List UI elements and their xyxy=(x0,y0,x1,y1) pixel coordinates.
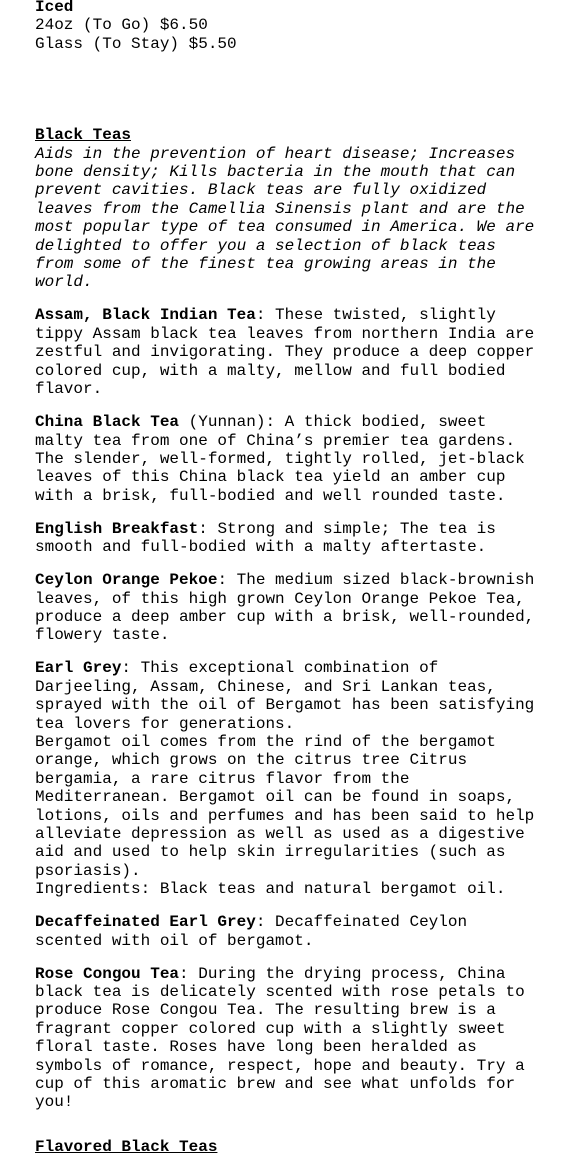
tea-menu-document xyxy=(35,0,540,1112)
tea-name: English Breakfast xyxy=(35,519,199,538)
tea-entry-english-breakfast xyxy=(35,520,540,557)
tea-description: : The medium sized black-brownish leaves, of this high grown Ceylon Orange Pekoe Tea, produce a deep amber cup with a brisk, well-rounded, flowery taste. xyxy=(35,571,535,645)
tea-description: : Strong and simple; The tea is smooth and full-bodied with a malty aftertaste. xyxy=(35,519,496,557)
tea-description: : A thick bodied, sweet malty tea from one of China’s premier tea gardens. The slender, well-formed, tightly rolled, jet-black leaves of this China black tea yield an amber cup with a brisk, full-bodied and well rounded taste. xyxy=(35,413,525,505)
tea-description: : These twisted, slightly tippy Assam black tea leaves from northern India are zestful and invigorating. They produce a deep copper colored cup, with a malty, mellow and full bodied flavor. xyxy=(35,306,535,399)
tea-name: Rose Congou Tea xyxy=(35,964,180,983)
tea-entry-rose-congou xyxy=(35,965,540,1112)
tea-entry-text xyxy=(35,571,540,645)
tea-name: China Black Tea xyxy=(35,413,180,432)
tea-description: : During the drying process, China black tea is delicately scented with rose petals to produce Rose Congou Tea. The resulting brew is a fragrant copper colored cup with a slightly sweet floral taste. Roses have long been heralded as symbols of romance, respect, hope and beauty. Try a cup of this aromatic brew and see what unfolds for you! xyxy=(35,964,525,1112)
tea-entry-ceylon-orange-pekoe xyxy=(35,571,540,645)
tea-origin: (Yunnan) xyxy=(179,413,266,432)
iced-price-to-stay: Glass (To Stay) $5.50 xyxy=(35,34,237,53)
tea-name: Earl Grey xyxy=(35,659,122,678)
black-teas-title: Black Teas xyxy=(35,126,132,145)
tea-name: Ceylon Orange Pekoe xyxy=(35,571,218,590)
section-spacer xyxy=(35,53,540,126)
iced-heading: Iced xyxy=(35,0,74,16)
iced-price-to-go: 24oz (To Go) $6.50 xyxy=(35,16,208,35)
tea-entry-text xyxy=(35,306,540,398)
tea-entry-china-black xyxy=(35,413,540,505)
tea-entry-assam xyxy=(35,306,540,398)
tea-entry-text xyxy=(35,659,540,733)
tea-description: : Decaffeinated Ceylon scented with oil of bergamot. xyxy=(35,913,468,950)
tea-description: : This exceptional combination of Darjeeling, Assam, Chinese, and Sri Lankan teas, sprayed with the oil of Bergamot has been satisfying tea lovers for generations. xyxy=(35,659,535,733)
tea-entry-text xyxy=(35,413,540,505)
tea-entry-text xyxy=(35,965,540,1112)
tea-extra-info: Bergamot oil comes from the rind of the bergamot orange, which grows on the citrus tree Citrus bergamia, a rare citrus flavor from the Mediterranean. Bergamot oil can be found in soaps, lotions, oils and perfumes and has been said to help alleviate depression as well as used as a digestive aid and used to help skin irregularities (such as psoriasis). xyxy=(35,732,535,880)
black-teas-section xyxy=(35,126,540,1112)
iced-section xyxy=(35,0,540,53)
tea-entry-earl-grey xyxy=(35,659,540,898)
tea-entry-text xyxy=(35,520,540,557)
tea-name: Assam, Black Indian Tea xyxy=(35,306,256,325)
tea-entry-decaf-earl-grey xyxy=(35,913,540,950)
flavored-black-teas-title: Flavored Black Teas xyxy=(35,1138,218,1156)
black-teas-intro: Aids in the prevention of heart disease; Increases bone density; Kills bacteria in the mouth that can prevent cavities. Black teas are fully oxidized leaves from the Camellia Sinensis plant and are the most popular type of tea consumed in America. We are delighted to offer you a selection of black teas from some of the finest tea growing areas in the world. xyxy=(35,144,535,292)
tea-ingredients: Ingredients: Black teas and natural bergamot oil. xyxy=(35,880,506,899)
tea-name: Decaffeinated Earl Grey xyxy=(35,913,256,932)
tea-entry-text xyxy=(35,913,540,950)
